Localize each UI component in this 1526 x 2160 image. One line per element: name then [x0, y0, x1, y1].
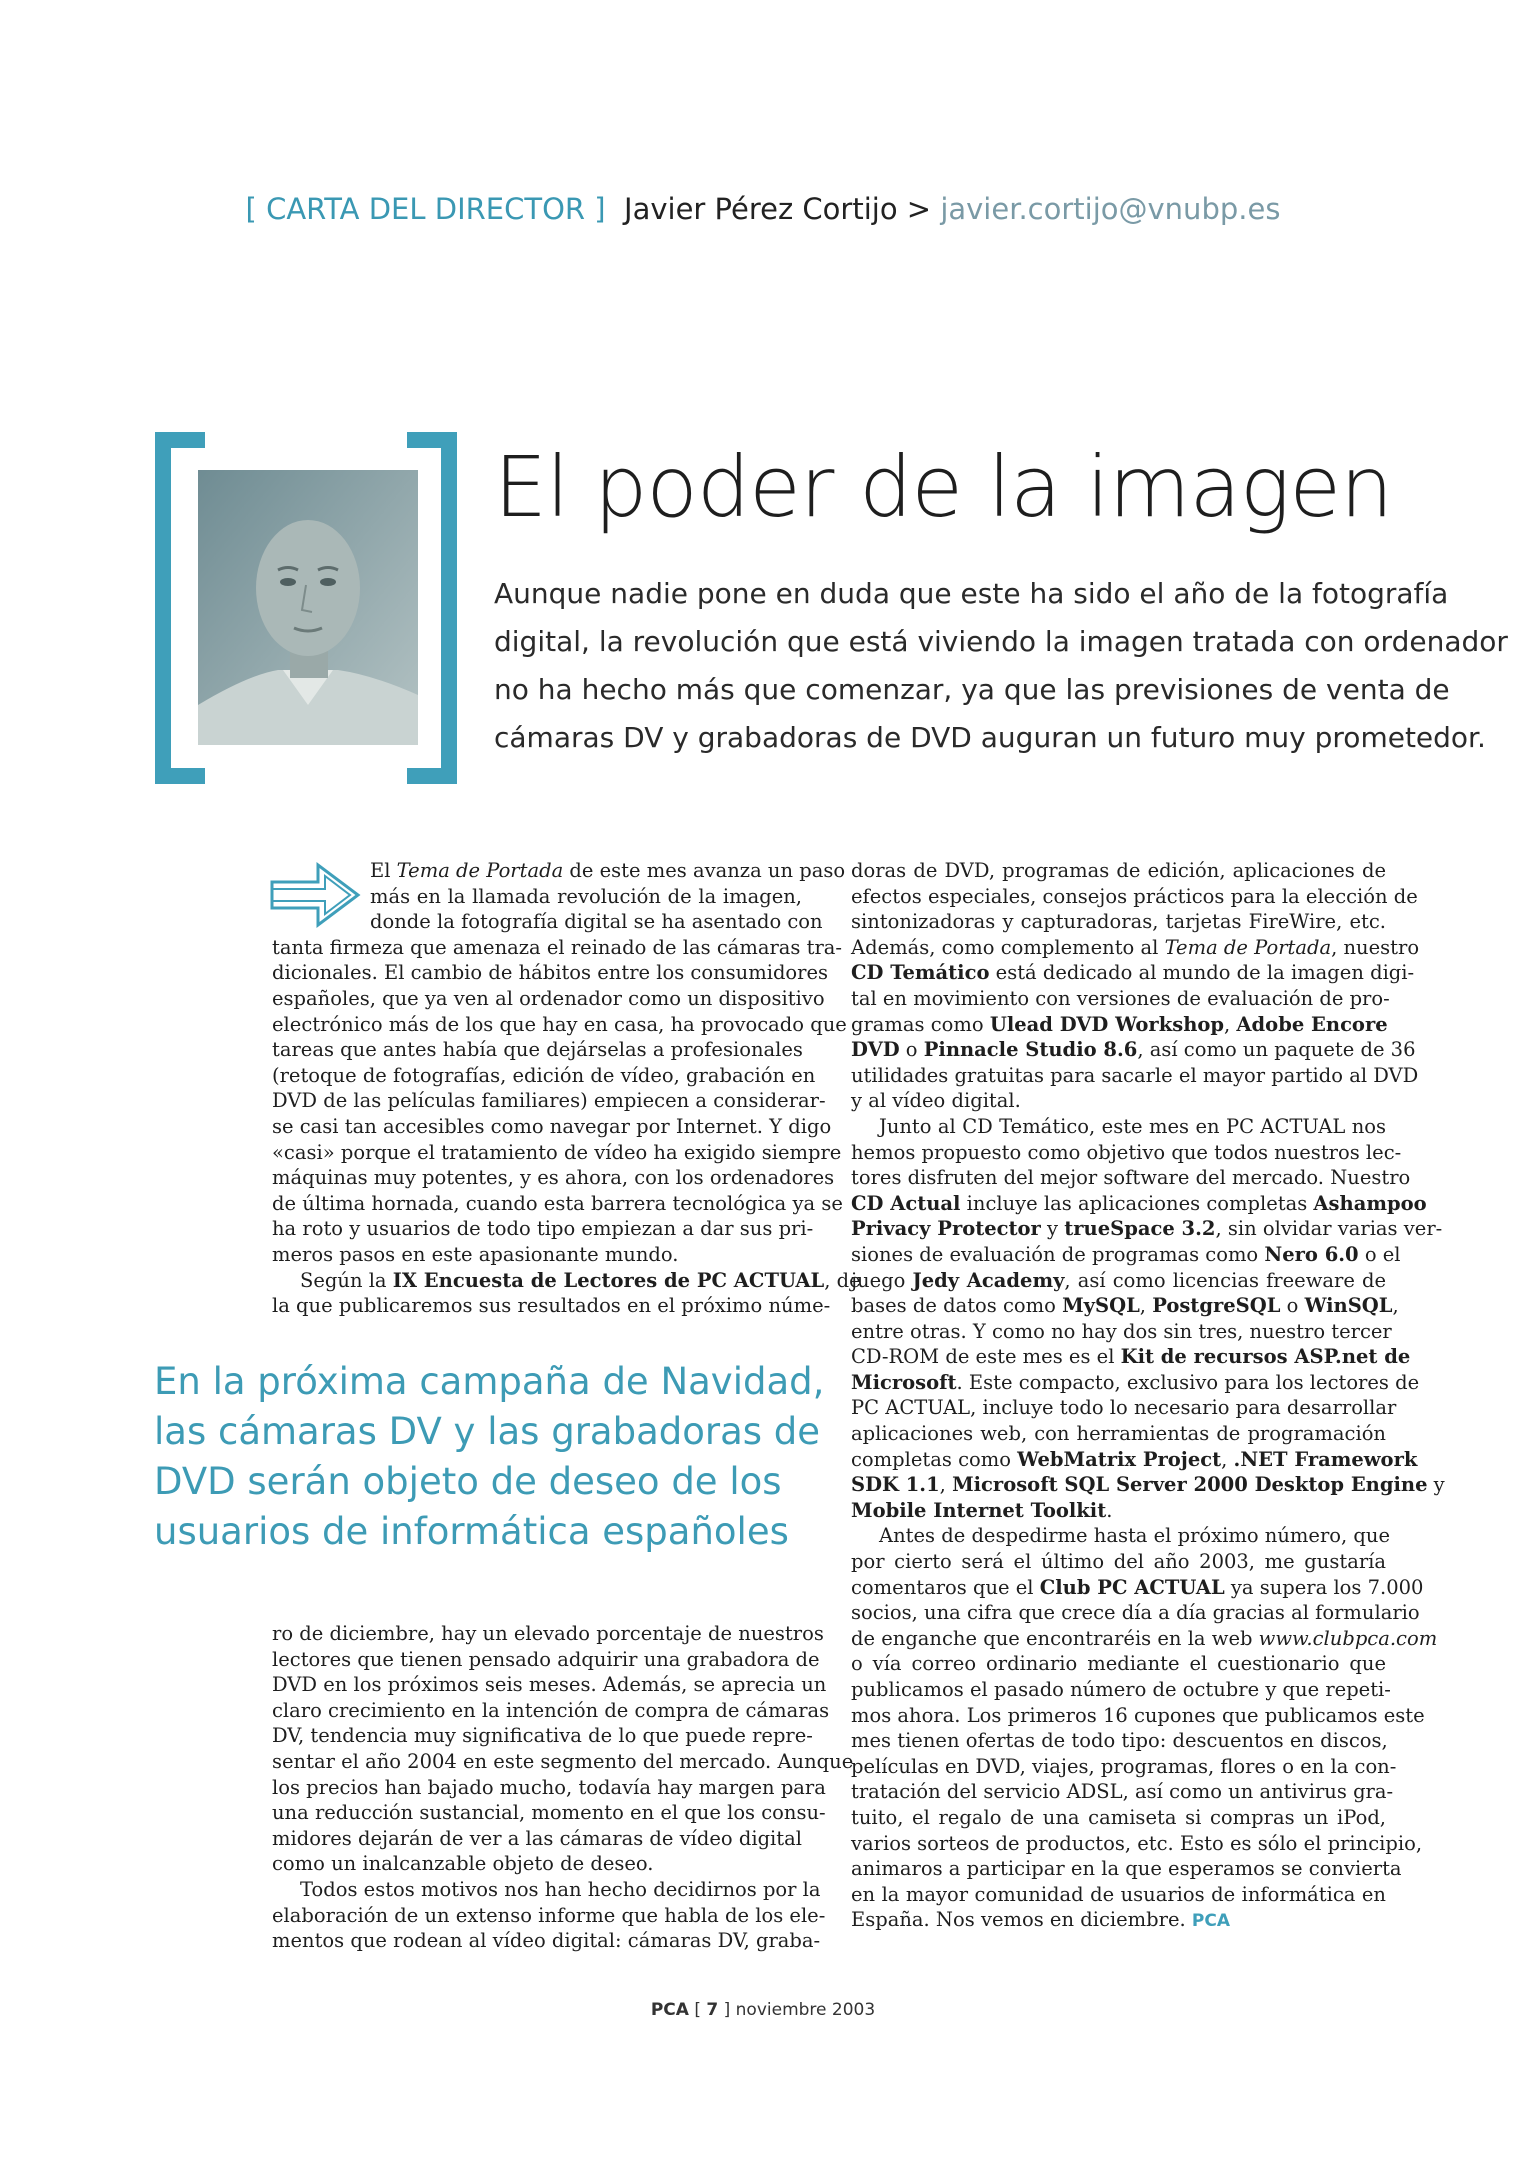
- text-run: juego: [851, 1268, 913, 1292]
- text-line: [272, 1088, 826, 1114]
- article-lead: [494, 570, 1508, 762]
- bold-run: WinSQL: [1304, 1294, 1393, 1318]
- text-run: españoles, que ya ven al ordenador como un dispositivo: [272, 986, 825, 1010]
- text-run: siones de evaluación de programas como: [851, 1242, 1265, 1266]
- text-run: doras de DVD, programas de edición, aplicaciones de: [851, 859, 1386, 882]
- text-line: [851, 1293, 1399, 1319]
- text-line: [851, 935, 1420, 961]
- bold-run: Kit de recursos ASP.net de: [1120, 1345, 1411, 1369]
- text-line: [851, 1114, 1386, 1140]
- text-run: Según la: [300, 1268, 393, 1292]
- text-line: [272, 935, 843, 961]
- text-run: ya supera los 7.000: [1224, 1575, 1424, 1599]
- text-run: los precios han bajado mucho, todavía hay margen para: [272, 1775, 826, 1799]
- text-line: [272, 1216, 814, 1242]
- text-run: lectores que tienen pensado adquirir una grabadora de: [272, 1647, 820, 1671]
- text-run: animaros a participar en la que esperamos se convierta: [851, 1857, 1402, 1881]
- bold-run: Microsoft SQL Server 2000 Desktop Engine: [952, 1473, 1428, 1497]
- text-run: DVD en los próximos seis meses. Además, se aprecia un: [272, 1673, 827, 1697]
- text-line: [272, 1851, 802, 1877]
- text-line: [851, 1395, 1397, 1421]
- text-run: como un inalcanzable objeto de deseo.: [272, 1852, 654, 1876]
- bold-run: trueSpace 3.2: [1064, 1217, 1216, 1241]
- text-run: se casi tan accesibles como navegar por Internet. Y digo: [272, 1114, 832, 1138]
- text-line: [272, 1775, 826, 1801]
- bold-run: Club PC ACTUAL: [1039, 1575, 1225, 1599]
- text-line: [851, 1344, 1411, 1370]
- text-line: [851, 960, 1415, 986]
- text-line: [851, 1216, 1443, 1242]
- lead-line: Aunque nadie pone en duda que este ha sido el año de la fotografía: [494, 577, 1449, 610]
- text-line: [272, 1826, 802, 1852]
- text-run: aplicaciones web, con herramientas de programación: [851, 1422, 1386, 1446]
- text-run: sentar el año 2004 en este segmento del mercado. Aunque: [272, 1749, 854, 1773]
- text-line: [851, 1191, 1427, 1217]
- text-line: [851, 1907, 1386, 1935]
- bold-run: Mobile Internet Toolkit: [851, 1498, 1107, 1522]
- text-run: efectos especiales, consejos prácticos para la elección de: [851, 884, 1418, 908]
- text-run: de última hornada, cuando esta barrera tecnológica ya se: [272, 1191, 843, 1215]
- italic-run: Tema de Portada: [1164, 935, 1332, 959]
- bold-run: Adobe Encore: [1236, 1012, 1388, 1036]
- text-line: [272, 960, 829, 986]
- text-run: en la mayor comunidad de usuarios de informática en: [851, 1882, 1386, 1906]
- text-run: España. Nos vemos en diciembre.: [851, 1908, 1192, 1932]
- text-line: [851, 1421, 1386, 1447]
- text-run: tareas que antes había que dejárselas a profesionales: [272, 1038, 803, 1062]
- text-line: [851, 1856, 1402, 1882]
- pull-quote-line: las cámaras DV y las grabadoras de: [154, 1410, 821, 1453]
- text-line: [851, 1626, 1438, 1652]
- text-run: donde la fotografía digital se ha asentado con: [370, 910, 823, 934]
- text-run: , de: [824, 1268, 861, 1292]
- text-line: [272, 1800, 826, 1826]
- text-run: entre otras. Y como no hay dos sin tres, nuestro tercer: [851, 1319, 1392, 1343]
- text-run: más en la llamada revolución de la imagen,: [370, 884, 802, 908]
- text-line: [851, 1370, 1420, 1396]
- text-run: PC ACTUAL, incluye todo lo necesario para desarrollar: [851, 1396, 1397, 1420]
- text-line: [851, 1754, 1397, 1780]
- bold-run: Privacy Protector: [851, 1217, 1041, 1241]
- text-line: [851, 1037, 1416, 1063]
- text-line: [851, 1088, 1386, 1114]
- bold-run: MySQL: [1062, 1294, 1140, 1318]
- text-line: [851, 1472, 1445, 1498]
- text-run: varios sorteos de productos, etc. Esto es sólo el principio,: [851, 1831, 1423, 1855]
- text-line: [851, 1012, 1386, 1038]
- bold-run: SDK 1.1: [851, 1473, 940, 1497]
- text-line: [272, 1877, 821, 1903]
- pull-quote-line: usuarios de informática españoles: [154, 1510, 789, 1553]
- text-line: [851, 884, 1418, 910]
- text-run: o vía correo ordinario mediante el cuestionario que: [851, 1652, 1386, 1676]
- text-line: [851, 1575, 1424, 1601]
- text-run: sintonizadoras y capturadoras, tarjetas FireWire, etc.: [851, 910, 1386, 934]
- text-line: [851, 1728, 1386, 1754]
- text-line: [272, 1114, 832, 1140]
- text-run: Antes de despedirme hasta el próximo número, que: [879, 1524, 1390, 1548]
- text-run: meros pasos en este apasionante mundo.: [272, 1242, 679, 1266]
- footer-page-open: [: [694, 2000, 701, 2020]
- bold-run: Microsoft: [851, 1370, 957, 1394]
- section-label: [ CARTA DEL DIRECTOR ]: [245, 192, 606, 226]
- text-run: ro de diciembre, hay un elevado porcentaje de nuestros: [272, 1622, 824, 1645]
- bold-run: .NET Framework: [1233, 1447, 1418, 1471]
- text-run: .: [1106, 1498, 1113, 1522]
- text-run: hemos propuesto como objetivo que todos nuestros lec-: [851, 1140, 1402, 1164]
- bold-run: Pinnacle Studio 8.6: [923, 1038, 1138, 1062]
- bold-run: IX Encuesta de Lectores de PC ACTUAL: [392, 1268, 825, 1292]
- text-line: [851, 1882, 1386, 1908]
- body-column-right: [851, 858, 1445, 1935]
- body-column-left-top: [272, 858, 861, 1319]
- text-run: la que publicaremos sus resultados en el próximo núme-: [272, 1294, 831, 1318]
- text-run: o el: [1358, 1242, 1401, 1266]
- text-line: [851, 1268, 1386, 1294]
- text-run: electrónico más de los que hay en casa, ha provocado que: [272, 1012, 847, 1036]
- section-header: [0, 192, 1526, 226]
- article-title: El poder de la imagen: [494, 438, 1393, 536]
- text-line: [851, 1319, 1392, 1345]
- text-line: [851, 1140, 1402, 1166]
- text-run: o: [1280, 1294, 1305, 1318]
- text-run: Además, como complemento al: [851, 935, 1165, 959]
- text-run: claro crecimiento en la intención de compra de cámaras: [272, 1698, 830, 1722]
- text-run: ,: [1221, 1447, 1234, 1471]
- text-run: de enganche que encontraréis en la web: [851, 1626, 1259, 1650]
- text-run: , nuestro: [1331, 935, 1420, 959]
- text-run: socios, una cifra que crece día a día gracias al formulario: [851, 1601, 1420, 1625]
- text-line: [851, 1651, 1386, 1677]
- lead-line: digital, la revolución que está viviendo la imagen tratada con ordenador: [494, 625, 1508, 658]
- text-run: y: [1040, 1217, 1065, 1241]
- text-line: [272, 1242, 802, 1268]
- text-line: [370, 858, 846, 884]
- bold-run: Jedy Academy: [912, 1268, 1065, 1292]
- text-run: tal en movimiento con versiones de evaluación de pro-: [851, 986, 1390, 1010]
- text-line: [851, 1600, 1420, 1626]
- text-run: ha roto y usuarios de todo tipo empiezan a dar sus pri-: [272, 1217, 814, 1241]
- text-line: [272, 1647, 820, 1673]
- italic-run: www.clubpca.com: [1258, 1626, 1438, 1650]
- text-line: [851, 1779, 1394, 1805]
- text-run: midores dejarán de ver a las cámaras de vídeo digital: [272, 1826, 802, 1850]
- italic-run: Tema de Portada: [396, 859, 564, 882]
- text-run: y: [1427, 1473, 1445, 1497]
- text-run: tuito, el regalo de una camiseta si compras un iPod,: [851, 1805, 1386, 1829]
- footer-page-number: 7: [706, 2000, 719, 2020]
- bold-run: Ulead DVD Workshop: [989, 1012, 1225, 1036]
- text-run: ,: [939, 1473, 953, 1497]
- footer-page-close: ]: [723, 2000, 731, 2020]
- text-line: [272, 1698, 830, 1724]
- text-run: comentaros que el: [851, 1575, 1040, 1599]
- bold-run: DVD: [851, 1038, 900, 1062]
- text-run: . Este compacto, exclusivo para los lectores de: [956, 1370, 1420, 1394]
- text-run: una reducción sustancial, momento en el que los consu-: [272, 1801, 826, 1825]
- text-run: ,: [1224, 1012, 1237, 1036]
- text-run: incluye las aplicaciones completas: [960, 1191, 1314, 1215]
- text-run: tores disfruten del mejor software del mercado. Nuestro: [851, 1166, 1411, 1190]
- text-line: [272, 1293, 831, 1319]
- lead-line: cámaras DV y grabadoras de DVD auguran un futuro muy prometedor.: [494, 721, 1486, 754]
- author-photo: [198, 470, 418, 745]
- text-line: [851, 1498, 1386, 1524]
- text-run: ,: [1392, 1294, 1399, 1318]
- text-run: Junto al CD Temático, este mes en PC ACTUAL nos: [879, 1114, 1386, 1138]
- footer-date: noviembre 2003: [735, 2000, 876, 2020]
- lead-line: no ha hecho más que comenzar, ya que las previsiones de venta de: [494, 673, 1450, 706]
- text-run: elaboración de un extenso informe que habla de los ele-: [272, 1903, 826, 1927]
- text-run: está dedicado al mundo de la imagen digi-: [989, 961, 1415, 985]
- text-line: [272, 1140, 842, 1166]
- text-line: [851, 986, 1390, 1012]
- text-line: [272, 1672, 827, 1698]
- text-line: [851, 1703, 1425, 1729]
- bold-run: PostgreSQL: [1152, 1294, 1281, 1318]
- text-run: , así como licencias freeware de: [1064, 1268, 1386, 1292]
- text-line: [851, 1831, 1423, 1857]
- bold-run: CD Temático: [851, 961, 990, 985]
- text-run: y al vídeo digital.: [851, 1089, 1021, 1113]
- text-line: [851, 858, 1386, 884]
- text-line: [272, 1268, 861, 1294]
- text-run: películas en DVD, viajes, programas, flores o en la con-: [851, 1754, 1397, 1778]
- text-run: gramas como: [851, 1012, 990, 1036]
- text-run: tratación del servicio ADSL, así como un antivirus gra-: [851, 1780, 1394, 1804]
- pull-quote: [154, 1357, 854, 1557]
- signature-mark: PCA: [1191, 1911, 1230, 1932]
- body-column-left-bottom: [272, 1621, 854, 1954]
- text-line: [851, 1805, 1386, 1831]
- text-line: [370, 909, 823, 935]
- text-run: , sin olvidar varias ver-: [1215, 1217, 1443, 1241]
- text-run: dicionales. El cambio de hábitos entre los consumidores: [272, 961, 829, 985]
- text-line: [272, 986, 825, 1012]
- text-run: CD-ROM de este mes es el: [851, 1345, 1121, 1369]
- text-line: [370, 884, 802, 910]
- text-run: completas como: [851, 1447, 1018, 1471]
- text-line: [272, 1723, 813, 1749]
- text-run: (retoque de fotografías, edición de vídeo, grabación en: [272, 1063, 816, 1087]
- author-email[interactable]: javier.cortijo@vnubp.es: [940, 192, 1281, 226]
- text-line: [851, 1523, 1390, 1549]
- text-run: por cierto será el último del año 2003, me gustaría: [851, 1550, 1386, 1574]
- text-run: utilidades gratuitas para sacarle el mayor partido al DVD: [851, 1063, 1419, 1087]
- pull-quote-line: DVD serán objeto de deseo de los: [154, 1460, 782, 1503]
- text-line: [272, 1621, 824, 1647]
- text-run: , así como un paquete de 36: [1137, 1038, 1416, 1062]
- text-run: ,: [1139, 1294, 1153, 1318]
- text-run: de este mes avanza un paso: [563, 859, 846, 882]
- text-run: publicamos el pasado número de octubre y que repeti-: [851, 1678, 1391, 1701]
- bold-run: Nero 6.0: [1264, 1242, 1359, 1266]
- text-run: mentos que rodean al vídeo digital: cámaras DV, graba-: [272, 1929, 821, 1953]
- text-run: DVD de las películas familiares) empiecen a considerar-: [272, 1089, 826, 1113]
- text-run: mes tienen ofertas de todo tipo: descuentos en discos,: [851, 1729, 1388, 1753]
- text-line: [272, 1063, 816, 1089]
- text-line: [272, 1928, 821, 1954]
- text-line: [851, 909, 1386, 935]
- footer-publication: PCA: [650, 2000, 689, 2020]
- text-line: [272, 1012, 847, 1038]
- text-line: [272, 1037, 802, 1063]
- text-line: [851, 1447, 1418, 1473]
- text-run: o: [899, 1038, 924, 1062]
- bold-run: Ashampoo: [1313, 1191, 1427, 1215]
- text-line: [851, 1549, 1386, 1575]
- text-line: [851, 1165, 1411, 1191]
- text-line: [272, 1191, 843, 1217]
- text-run: El: [370, 859, 397, 882]
- bold-run: WebMatrix Project: [1017, 1447, 1222, 1471]
- text-line: [272, 1903, 826, 1929]
- text-line: [851, 1677, 1391, 1703]
- text-run: DV, tendencia muy significativa de lo que puede repre-: [272, 1724, 813, 1748]
- text-run: Todos estos motivos nos han hecho decidirnos por la: [300, 1877, 821, 1901]
- text-line: [272, 1749, 854, 1775]
- text-line: [851, 1063, 1419, 1089]
- text-line: [851, 1242, 1401, 1268]
- text-run: bases de datos como: [851, 1294, 1063, 1318]
- text-run: tanta firmeza que amenaza el reinado de las cámaras tra-: [272, 935, 843, 959]
- text-run: «casi» porque el tratamiento de vídeo ha exigido siempre: [272, 1140, 842, 1164]
- bold-run: CD Actual: [851, 1191, 961, 1215]
- text-run: mos ahora. Los primeros 16 cupones que publicamos este: [851, 1703, 1425, 1727]
- text-line: [272, 1165, 835, 1191]
- pull-quote-line: En la próxima campaña de Navidad,: [154, 1360, 825, 1403]
- text-run: máquinas muy potentes, y es ahora, con los ordenadores: [272, 1166, 835, 1190]
- page-footer: [0, 2000, 1526, 2020]
- author-name: Javier Pérez Cortijo >: [624, 192, 932, 226]
